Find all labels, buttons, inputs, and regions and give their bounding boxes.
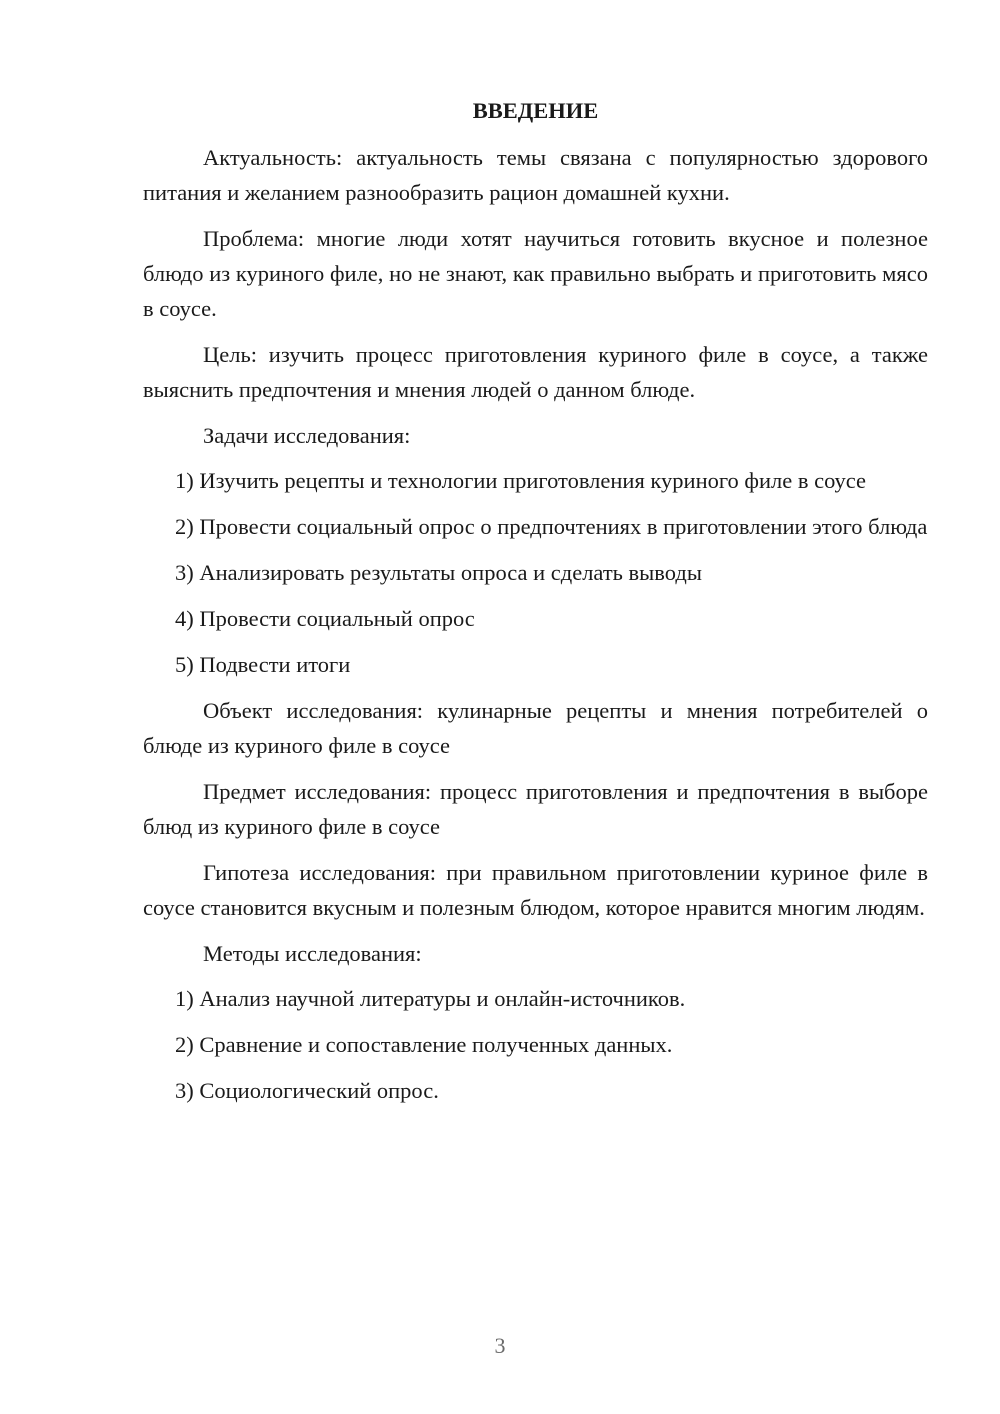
page-title: ВВЕДЕНИЕ xyxy=(472,98,599,123)
task-item-1: 1) Изучить рецепты и технологии приготовления куриного филе в соусе xyxy=(175,468,866,493)
task-item-5: 5) Подвести итоги xyxy=(175,652,351,677)
document-page xyxy=(143,96,928,1119)
page-number: 3 xyxy=(494,1333,506,1358)
goal-paragraph: Цель: изучить процесс приготовления куриного филе в соусе, а также выяснить предпочтения и мнения людей о данном блюде. xyxy=(143,342,928,402)
hypothesis-paragraph: Гипотеза исследования: при правильном приготовлении куриное филе в соусе становится вкусным и полезным блюдом, которое нравится многим людям. xyxy=(143,860,928,920)
methods-heading: Методы исследования: xyxy=(203,941,422,966)
method-item-3: 3) Социологический опрос. xyxy=(175,1078,439,1103)
task-item-4: 4) Провести социальный опрос xyxy=(175,606,475,631)
task-item-3: 3) Анализировать результаты опроса и сделать выводы xyxy=(175,560,702,585)
problem-paragraph: Проблема: многие люди хотят научиться готовить вкусное и полезное блюдо из куриного филе, но не знают, как правильно выбрать и приготовить мясо в соусе. xyxy=(143,226,928,321)
task-item-2: 2) Провести социальный опрос о предпочтениях в приготовлении этого блюда xyxy=(175,514,928,539)
subject-paragraph: Предмет исследования: процесс приготовления и предпочтения в выборе блюд из куриного филе в соусе xyxy=(143,779,928,839)
relevance-paragraph: Актуальность: актуальность темы связана с популярностью здорового питания и желанием разнообразить рацион домашней кухни. xyxy=(143,145,928,205)
method-item-1: 1) Анализ научной литературы и онлайн-источников. xyxy=(175,986,686,1011)
object-paragraph: Объект исследования: кулинарные рецепты и мнения потребителей о блюде из куриного филе в соусе xyxy=(143,698,928,758)
method-item-2: 2) Сравнение и сопоставление полученных данных. xyxy=(175,1032,673,1057)
tasks-heading: Задачи исследования: xyxy=(203,423,411,448)
